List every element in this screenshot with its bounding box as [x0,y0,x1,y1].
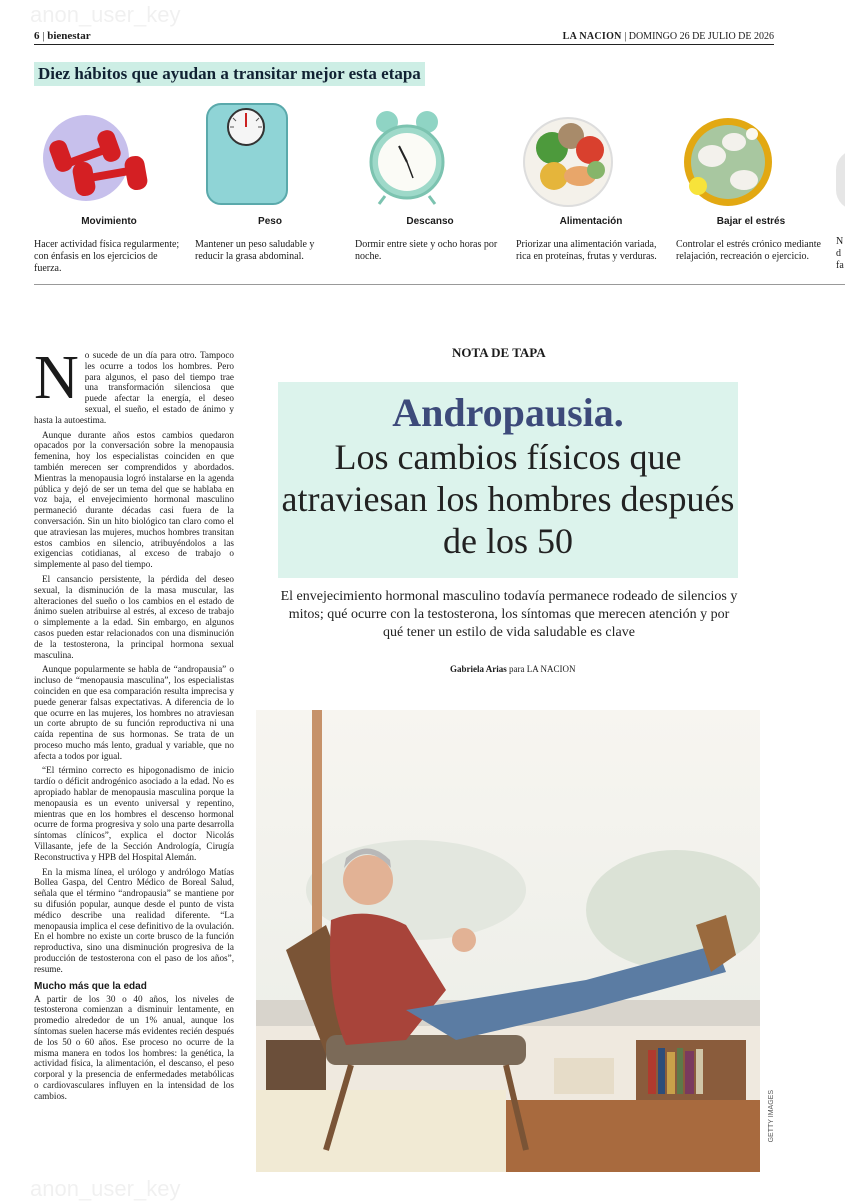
paragraph: A partir de los 30 o 40 años, los niveles de testosterona comienzan a disminuir lentamente, en promedio alrededor de un 1% anual, aunque los síntomas suelen hacerse más evidentes recién después de los 50 o 60 años. Ese proceso no ocurre de la misma manera en todos los hombres: la genética, la actividad física, la alimentación, el descanso, el peso corporal y la presencia de enfermedades metabólicas o cardiovasculares influyen en la intensidad de los cambios. [34,993,234,1101]
section-divider [34,284,845,285]
food-bowl-icon [516,100,666,210]
habit-name: Movimiento [81,216,137,227]
subtitle: El envejecimiento hormonal masculino todavía permanece rodeado de silencios y mitos; qué ocurre con la testosterona, los síntomas que merecen atención y por qué tener un estilo de vida saludable es clave [280,589,738,640]
headline-main: Andropausia. [392,390,624,435]
habit-name: Alimentación [559,216,623,227]
dumbbells-icon [34,100,184,210]
alarm-clock-icon [355,100,505,210]
habit-description: Priorizar una alimentación variada, rica en proteínas, frutas y verduras. [516,239,657,262]
habit-description: Hacer actividad física regularmente; con énfasis en los ejercicios de fuerza. [34,239,180,274]
article-photo [256,710,760,1172]
headline-secondary: Los cambios físicos que atraviesan los hombres después de los 50 [281,437,735,561]
habit-name: Descanso [406,216,454,227]
next-habit-partial [836,236,844,272]
paragraph: En la misma línea, el urólogo y andrólogo Matías Bollea Gaspa, del Centro Médico de Boreal Salud, señala que el término “andropausia” se mantiene por su difusión popular, aunque desde el punto de vista médico describe una realidad diferente. “La menopausia implica el cese definitivo de la ovulación. En el hombre no existe un corte brusco de la función reproductiva, sino una disminución progresiva de la producción de testosterona con el paso de los años”, resume. [34,866,234,974]
subheading: Mucho más que la edad [34,980,147,992]
byline-suffix: para LA NACION [509,664,576,674]
dropcap: N [34,344,79,412]
kicker: NOTA DE TAPA [452,345,546,360]
habit-description: Dormir entre siete y ocho horas por noche. [355,239,498,262]
habit-description: Mantener un peso saludable y reducir la grasa abdominal. [195,239,315,262]
habit-movimiento [34,100,184,275]
page-header-left: 6 | bienestar [34,30,91,42]
issue-date: DOMINGO 26 DE JULIO DE 2026 [628,31,774,42]
watermark: anon_user_key [30,2,181,27]
byline-author: Gabriela Arias [450,664,507,674]
habit-alimentacion [516,100,666,263]
paragraph: Aunque durante años estos cambios quedaron opacados por la conversación sobre la menopausia femenina, hoy los especialistas coinciden en que también merecen ser comprendidos y abordados. Mientras la menopausia logró instalarse en la agenda pública y dejó de ser un tema del que se hablaba en voz baja, el envejecimiento hormonal masculino permaneció durante décadas casi fuera de la conversación. Sin un hito biológico tan claro como el que atraviesan las mujeres, muchos hombres transitan estos cambios en silencio, atribuyéndolos a las exigencias cotidianas, al exceso de trabajo o simplemente al paso del tiempo. [34,429,234,570]
paragraph: Aunque popularmente se habla de “andropausia” o incluso de “menopausia masculina”, los especialistas coinciden en que esa comparación resulta imprecisa y puede generar falsas expectativas. A diferencia de lo que ocurre en las mujeres, los hombres no atraviesan un corte abrupto de su función reproductiva ni una caída repentina de sus hormonas. Se trata de un proceso mucho más lento, gradual y variable, que no afecta a todos por igual. [34,664,234,761]
next-habit-illustration [836,150,845,210]
habit-description: Controlar el estrés crónico mediante relajación, recreación o ejercicio. [676,239,821,262]
article-body [34,344,234,1106]
habit-bajar-estres [676,100,826,263]
header-rule [34,44,774,45]
partial-text: N [836,236,844,247]
brand-name: LA NACION [562,31,622,42]
paragraph: El cansancio persistente, la pérdida del deseo sexual, la disminución de la masa muscular, las alteraciones del sueño o los cambios en el estado de ánimo suelen atribuirse al estrés, al exceso de trabajo o simplemente a la edad. Sin embargo, en algunos casos pueden estar relacionados con una disminución de la testosterona, la principal hormona sexual masculina. [34,573,234,660]
paragraph-text: o sucede de un día para otro. Tampoco les ocurre a todos los hombres. Pero para algunos, el paso del tiempo trae una transformación silenciosa que puede afectar la energía, el deseo sexual, el sueño, el estado de ánimo y hasta la autoestima. [34,350,234,425]
spa-stones-icon [676,100,826,210]
partial-text: d [836,248,841,259]
habit-name: Peso [258,216,282,227]
scale-icon [195,100,345,210]
section-name: bienestar [47,30,91,42]
watermark: anon_user_key [30,1176,181,1201]
partial-text: fa [836,260,844,271]
habit-name: Bajar el estrés [716,216,786,227]
paragraph [34,344,234,426]
page-number: 6 [34,30,40,42]
paragraph: “El término correcto es hipogonadismo de inicio tardío o déficit androgénico asociado a la edad. No es apropiado hablar de menopausia masculina porque la menopausia es un evento universal y repentino, mientras que en los hombres el descenso hormonal ocurre de forma progresiva y solo una parte desarrolla síntomas clínicos”, explica el doctor Nicolás Villasante, jefe de la Sección Andrología, Cirugía Reconstructiva y HPB del Hospital Alemán. [34,765,234,862]
habits-title: Diez hábitos que ayudan a transitar mejor esta etapa [34,62,425,86]
photo-credit: GETTY IMAGES [768,1090,775,1143]
habit-peso [195,100,345,263]
habit-descanso [355,100,505,263]
headline-box [278,382,738,578]
page-header-right: LA NACION | DOMINGO 26 DE JULIO DE 2026 [562,31,774,42]
byline [450,664,576,674]
